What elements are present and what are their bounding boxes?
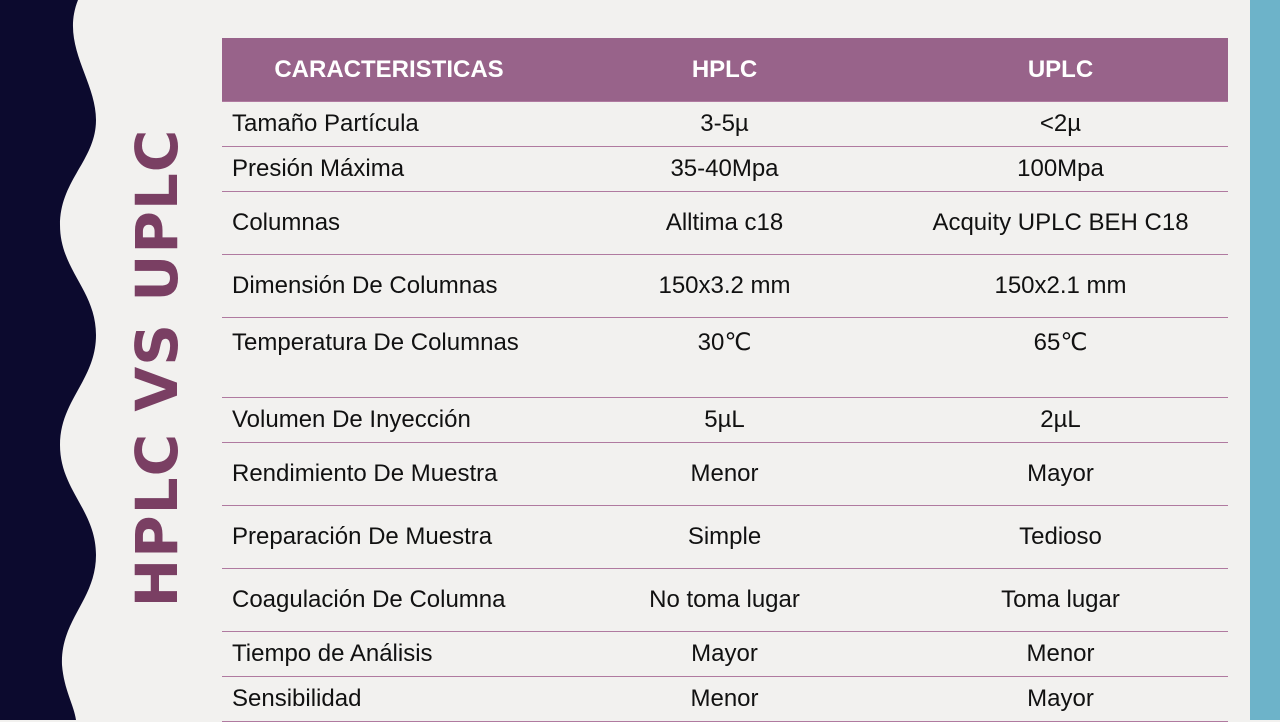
table-row (222, 192, 1228, 255)
uplc-value: 100Mpa (893, 147, 1228, 192)
right-accent-strip (1250, 0, 1280, 720)
row-label: Tiempo de Análisis (222, 632, 556, 677)
hplc-value: Simple (556, 506, 893, 569)
row-label: Rendimiento De Muestra (222, 443, 556, 506)
uplc-value: 150x2.1 mm (893, 255, 1228, 318)
table-row (222, 569, 1228, 632)
table-row (222, 102, 1228, 147)
hplc-value: 3-5µ (556, 102, 893, 147)
row-label: Dimensión De Columnas (222, 255, 556, 318)
hplc-value: Menor (556, 443, 893, 506)
left-wave-band (0, 0, 140, 720)
hplc-value: Menor (556, 677, 893, 722)
table-row (222, 318, 1228, 398)
table-row (222, 443, 1228, 506)
header-caracteristicas: CARACTERISTICAS (222, 38, 556, 102)
header-uplc: UPLC (893, 38, 1228, 102)
uplc-value: Mayor (893, 677, 1228, 722)
table-row (222, 147, 1228, 192)
header-hplc: HPLC (556, 38, 893, 102)
row-label: Temperatura De Columnas (222, 318, 556, 398)
row-label: Presión Máxima (222, 147, 556, 192)
hplc-value: 5µL (556, 398, 893, 443)
table-row (222, 677, 1228, 722)
uplc-value: Acquity UPLC BEH C18 (893, 192, 1228, 255)
table-row (222, 255, 1228, 318)
row-label: Preparación De Muestra (222, 506, 556, 569)
uplc-value: Toma lugar (893, 569, 1228, 632)
hplc-value: Alltima c18 (556, 192, 893, 255)
slide-title: HPLC VS UPLC (123, 128, 191, 608)
table-header-row (222, 38, 1228, 102)
row-label: Sensibilidad (222, 677, 556, 722)
row-label: Volumen De Inyección (222, 398, 556, 443)
row-label: Columnas (222, 192, 556, 255)
uplc-value: Tedioso (893, 506, 1228, 569)
row-label: Tamaño Partícula (222, 102, 556, 147)
hplc-value: 30℃ (556, 318, 893, 398)
table-row (222, 506, 1228, 569)
uplc-value: Mayor (893, 443, 1228, 506)
hplc-value: 35-40Mpa (556, 147, 893, 192)
uplc-value: 65℃ (893, 318, 1228, 398)
uplc-value: Menor (893, 632, 1228, 677)
table-row (222, 632, 1228, 677)
hplc-value: No toma lugar (556, 569, 893, 632)
wave-shape (0, 0, 96, 720)
table-row (222, 398, 1228, 443)
hplc-value: 150x3.2 mm (556, 255, 893, 318)
row-label: Coagulación De Columna (222, 569, 556, 632)
uplc-value: <2µ (893, 102, 1228, 147)
hplc-value: Mayor (556, 632, 893, 677)
comparison-table (222, 38, 1228, 722)
uplc-value: 2µL (893, 398, 1228, 443)
